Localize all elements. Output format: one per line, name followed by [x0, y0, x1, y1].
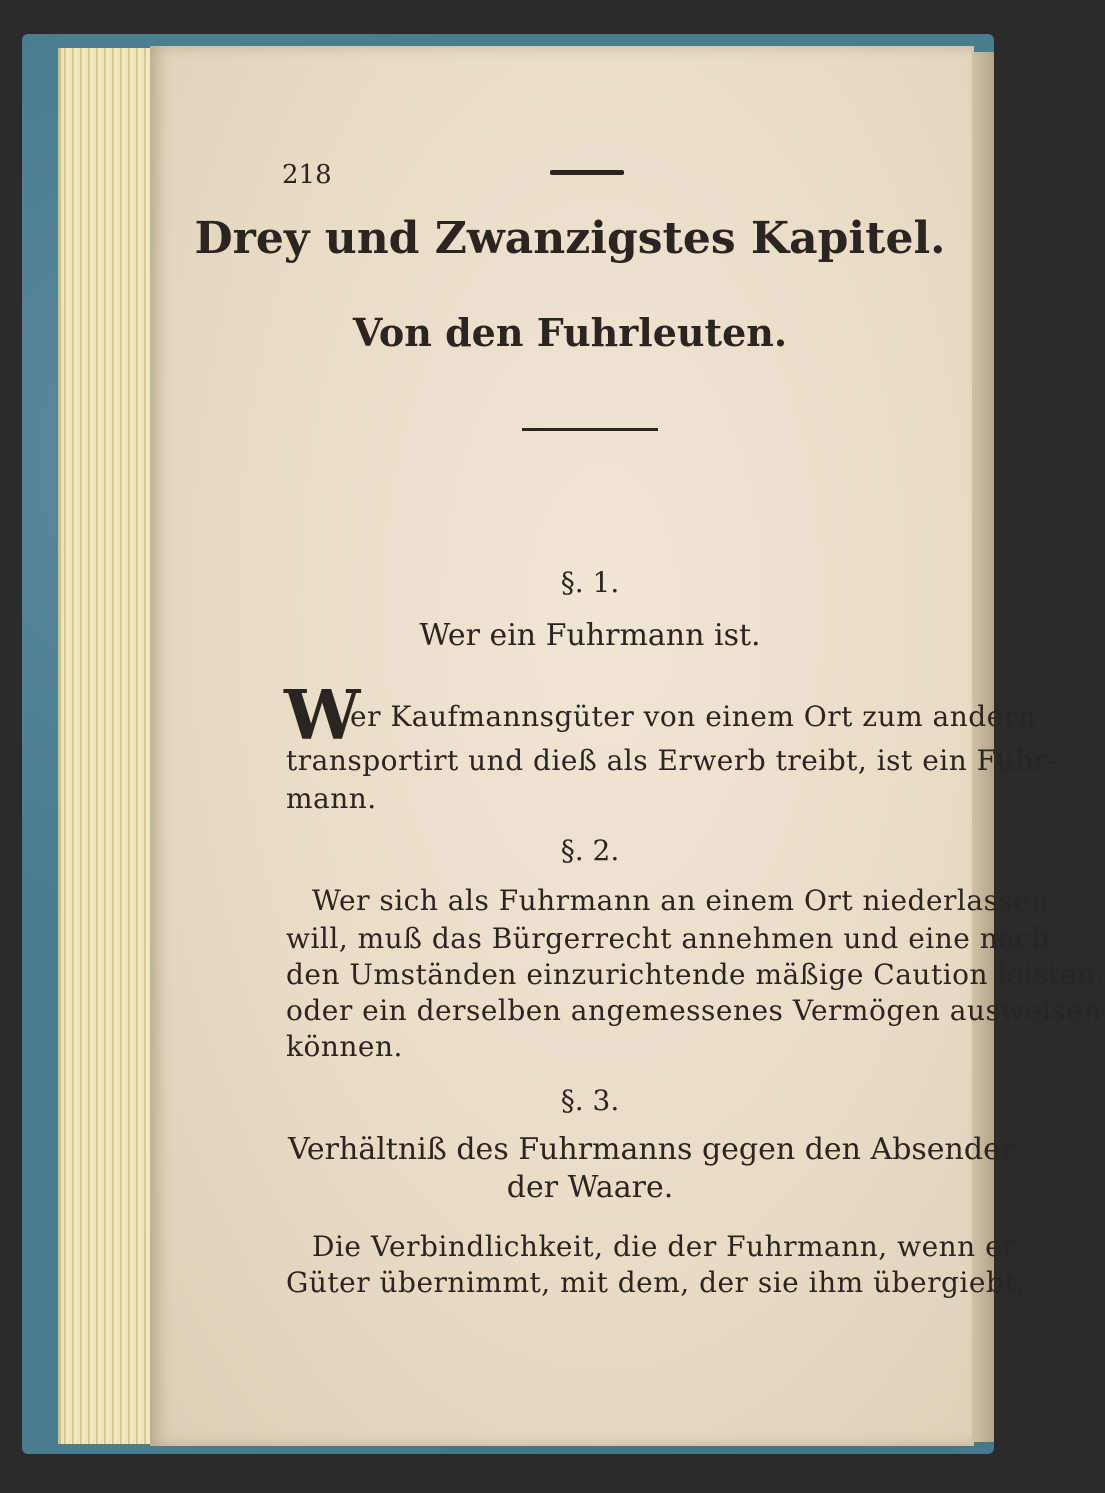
section-1-line-1: er Kaufmannsgüter von einem Ort zum andern	[350, 700, 1037, 733]
section-mark-3: §. 3.	[560, 1084, 620, 1117]
section-2-line-4: oder ein derselben angemessenes Vermögen ausweisen	[286, 994, 1102, 1027]
section-2-line-1: Wer sich als Fuhrmann an einem Ort niederlassen	[312, 884, 1049, 917]
section-heading-3-line-1: Verhältniß des Fuhrmanns gegen den Absender	[288, 1132, 1016, 1167]
section-heading-1: Wer ein Fuhrmann ist.	[419, 618, 761, 653]
section-2-line-5: können.	[286, 1030, 403, 1063]
section-2-line-3: den Umständen einzurichtende mäßige Caution leisten,	[286, 958, 1105, 991]
chapter-subtitle: Von den Fuhrleuten.	[352, 310, 788, 355]
section-3-line-1: Die Verbindlichkeit, die der Fuhrmann, wenn er	[312, 1230, 1017, 1263]
title-rule	[522, 428, 658, 431]
section-3-line-2: Güter übernimmt, mit dem, der sie ihm übergiebt,	[286, 1266, 1026, 1299]
section-2-line-2: will, muß das Bürgerrecht annehmen und eine nach	[286, 922, 1051, 955]
section-mark-1: §. 1.	[560, 566, 620, 599]
drop-cap: W	[284, 676, 361, 756]
chapter-title: Drey und Zwanzigstes Kapitel.	[194, 213, 946, 264]
section-1-line-3: mann.	[286, 782, 377, 815]
page-number: 218	[282, 160, 332, 190]
section-1-line-2: transportirt und dieß als Erwerb treibt, ist ein Fuhr-	[286, 744, 1058, 777]
section-heading-3-line-2: der Waare.	[506, 1170, 674, 1205]
section-mark-2: §. 2.	[560, 834, 620, 867]
header-rule	[550, 170, 624, 175]
